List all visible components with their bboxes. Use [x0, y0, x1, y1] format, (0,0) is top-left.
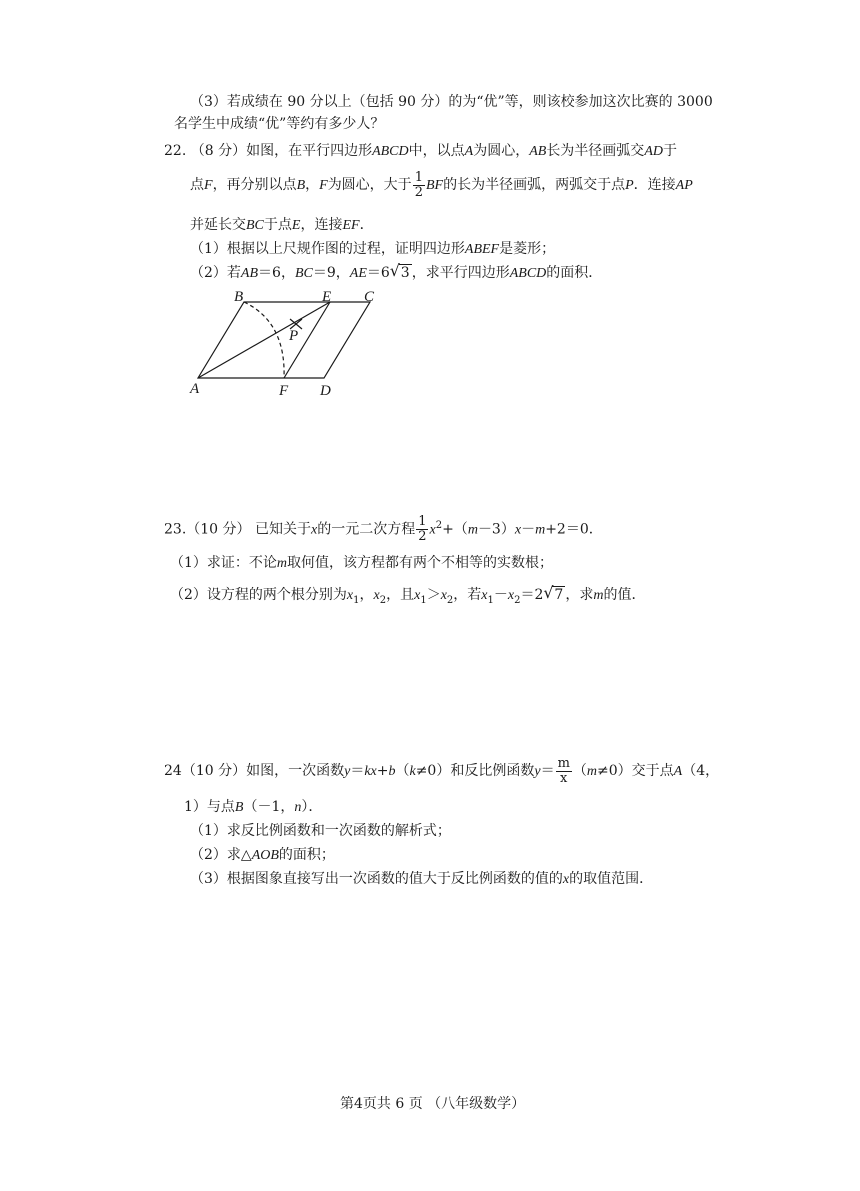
q23-m: m — [467, 522, 478, 538]
q22-text: 是菱形； — [499, 241, 556, 257]
parallelogram-figure — [186, 282, 386, 402]
q22-part1 — [190, 238, 555, 261]
label-f: F — [279, 383, 289, 399]
q24-line2 — [184, 796, 322, 819]
q22-p: P — [625, 178, 634, 193]
q22-bc: BC — [294, 266, 313, 281]
q22-bc: BC — [246, 218, 264, 233]
q22-text: （1）根据以上尺规作图的过程，证明四边形 — [190, 241, 465, 257]
q23-m: m — [276, 556, 288, 571]
sqrt-7 — [543, 584, 565, 606]
q24-kx: kx — [364, 764, 377, 779]
q22-ap: AP — [675, 178, 693, 193]
q23-text: 的一元二次方程 — [317, 521, 416, 538]
q24-b-point: B — [234, 800, 244, 815]
q24-y: y — [344, 764, 351, 779]
q23-text: ＝ — [520, 587, 535, 603]
frac-num: 1 — [414, 169, 423, 185]
q22-f: F — [204, 178, 213, 193]
q23-x: x — [507, 588, 515, 603]
q22-text: ，求平行四边形 — [411, 265, 510, 281]
q22-ae: AE — [349, 266, 367, 281]
q22-fraction — [413, 171, 425, 200]
q22-text: 并延长交 — [190, 217, 246, 233]
q22-text: 于 — [662, 143, 677, 159]
label-c: C — [364, 289, 375, 305]
q24-text: （4， — [682, 763, 720, 779]
q24-m: m — [586, 764, 598, 779]
q23-sub: 2 — [446, 594, 454, 606]
frac-den: x — [560, 770, 568, 786]
q24-n: n — [294, 800, 302, 815]
q22-number: 22. — [164, 143, 187, 159]
q24-text: + — [376, 763, 389, 779]
q23-sub: 2 — [514, 594, 521, 606]
q24-text: 24（10 分）如图，一次函数 — [164, 763, 345, 779]
q22-text: 的面积． — [546, 265, 603, 281]
q22-ef: EF — [342, 218, 360, 233]
frac-den: 2 — [414, 184, 423, 200]
label-p: P — [289, 328, 299, 344]
q22-text: 点 — [190, 177, 204, 193]
q22-bf: BF — [425, 178, 444, 193]
q22-ab: AB — [240, 266, 259, 281]
q24-aob: AOB — [251, 848, 279, 863]
q23-x: x — [373, 588, 380, 603]
q23-coef: 2 — [534, 587, 544, 603]
q22-b: B — [296, 178, 306, 193]
label-a: A — [190, 381, 200, 397]
frac-den: 2 — [418, 529, 427, 545]
q22-abef: ABEF — [464, 242, 500, 257]
q24-text: ≠0）和反比例函数 — [415, 763, 535, 779]
q24-y: y — [534, 764, 541, 779]
frac-num: 1 — [418, 514, 427, 530]
q22-text: ． — [359, 217, 374, 233]
q22-line2 — [190, 170, 693, 201]
q24-text: （2）求△ — [190, 847, 252, 863]
q22-e: E — [291, 218, 301, 233]
q21-part3-line2: 名学生中成绩“优”等约有多少人？ — [174, 116, 385, 132]
q23-m: m — [593, 588, 604, 603]
q23-text: +2＝0． — [545, 521, 603, 538]
q23-x: x — [429, 522, 436, 538]
q22-line3 — [190, 214, 374, 237]
q24-line1 — [164, 756, 719, 787]
q23-text: － — [493, 587, 508, 603]
q23-sub: 1 — [420, 594, 427, 606]
segment-ae — [198, 302, 330, 378]
q24-text: （ — [395, 763, 410, 779]
q22-text: 为圆心，大于 — [327, 177, 412, 193]
q23-text: ，且 — [386, 587, 415, 603]
q23-text: －3） — [477, 521, 515, 538]
q23-text: （2）设方程的两个根分别为 — [170, 587, 347, 603]
q23-text: － — [521, 521, 536, 538]
q22-ab: AB — [529, 144, 547, 159]
q23-line1 — [164, 510, 603, 547]
q22-text: ， — [305, 177, 320, 193]
q22-abcd: ABCD — [372, 144, 409, 159]
q23-sub: 1 — [487, 594, 494, 606]
q23-text: （1）求证：不论 — [170, 555, 277, 571]
q22-text: 为圆心， — [473, 143, 530, 159]
q22-text: ＝9， — [312, 265, 350, 281]
q22-text: 长为半径画弧交 — [546, 143, 645, 159]
q22-text: ＝6 — [366, 265, 390, 281]
q22-ad: AD — [644, 144, 663, 159]
q22-text: 中，以点 — [408, 143, 465, 159]
q23-text: ＞ — [426, 587, 441, 603]
q22-text: ．连接 — [633, 177, 676, 193]
q23-part1 — [170, 552, 553, 575]
q23-x: x — [440, 588, 447, 603]
q23-x: x — [310, 522, 318, 538]
q24-text: ）． — [301, 799, 323, 815]
q22-f: F — [319, 178, 328, 193]
q23-m: m — [535, 522, 546, 538]
q24-fraction — [556, 757, 572, 786]
q24-text: ＝ — [540, 763, 555, 779]
q24-part2 — [190, 844, 335, 867]
q24-a: A — [673, 764, 683, 779]
q22-text: （2）若 — [190, 265, 241, 281]
q23-text: ，求 — [565, 587, 594, 603]
q23-square: 2 — [435, 520, 443, 531]
q24-x: x — [562, 872, 570, 887]
q23-part2 — [170, 584, 645, 612]
q23-text: 的值． — [603, 587, 646, 603]
q23-text: ，若 — [453, 587, 482, 603]
q22-a: A — [464, 144, 474, 159]
q24-text: （ — [572, 763, 587, 779]
q23-text: （10 分） 已知关于 — [186, 521, 311, 538]
q22-text: （8 分）如图，在平行四边形 — [190, 143, 373, 159]
q22-text: 于点 — [263, 217, 292, 233]
q23-text: +（ — [442, 521, 468, 538]
label-d: D — [320, 383, 331, 399]
q23-x: x — [481, 588, 488, 603]
q22-text: ＝6， — [258, 265, 295, 281]
q24-text: （3）根据图象直接写出一次函数的值大于反比例函数的值的 — [190, 871, 563, 887]
q23-fraction — [416, 515, 428, 544]
q23-x: x — [414, 588, 421, 603]
sqrt-body: 3 — [400, 265, 410, 281]
q23-text: ， — [359, 587, 374, 603]
q23-x: x — [346, 588, 354, 603]
q24-text: ＝ — [350, 763, 365, 779]
q24-part3 — [190, 868, 653, 891]
q24-part1: （1）求反比例函数和一次函数的解析式； — [190, 823, 451, 839]
q24-b: b — [388, 764, 396, 779]
q23-x: x — [514, 522, 522, 538]
q22-line1 — [164, 140, 677, 163]
radical-sign: √ — [389, 261, 400, 280]
q24-text: 的面积； — [278, 847, 335, 863]
label-e: E — [322, 289, 332, 305]
q22-text: ，连接 — [300, 217, 343, 233]
q24-text: 的取值范围． — [569, 871, 654, 887]
q23-number: 23. — [164, 521, 187, 538]
q22-abcd: ABCD — [509, 266, 547, 281]
q23-text: 取何值，该方程都有两个不相等的实数根； — [287, 555, 554, 571]
sqrt-3 — [390, 262, 412, 284]
q24-text: ≠0）交于点 — [597, 763, 674, 779]
frac-num: m — [557, 755, 570, 771]
q24-text: 1）与点 — [184, 799, 235, 815]
q21-part3-line1: （3）若成绩在 90 分以上（包括 90 分）的为“优”等，则该校参加这次比赛的 3000 — [190, 94, 713, 110]
sqrt-body: 7 — [554, 587, 564, 603]
q22-text: 的长为半径画弧，两弧交于点 — [443, 177, 626, 193]
q22-text: ，再分别以点 — [212, 177, 297, 193]
q23-sub: 2 — [379, 594, 387, 606]
q24-k: k — [409, 764, 416, 779]
q23-sub: 1 — [353, 594, 360, 606]
label-b: B — [234, 289, 244, 305]
radical-sign: √ — [543, 583, 554, 602]
page-footer: 第4页共 6 页 （八年级数学） — [340, 1096, 526, 1112]
q24-text: （－1， — [243, 799, 295, 815]
